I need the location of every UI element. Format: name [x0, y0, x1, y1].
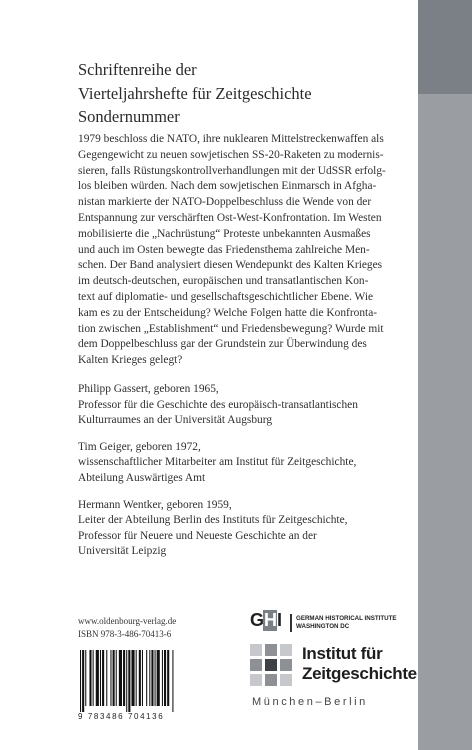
blurb-line: 1979 beschloss die NATO, ihre nuklearen Mittelstreckenwaffen als: [78, 133, 384, 145]
ifz-square: [265, 674, 277, 686]
blurb-line: text auf diplomatie- und gesellschaftsgeschichtlicher Ebene. Wie: [78, 290, 374, 303]
barcode-bar: [102, 650, 104, 706]
author-line: Abteilung Auswärtiges Amt: [78, 471, 206, 484]
barcode-bar: [128, 650, 130, 712]
barcode-bar: [89, 650, 91, 706]
blurb-line: und auch im Osten bewegte das Friedensthema zahlreiche Men-: [78, 243, 370, 256]
barcode-bar: [85, 650, 86, 706]
ifz-square: [250, 644, 262, 656]
ifz-square: [265, 659, 277, 671]
author-line: Hermann Wentker, geboren 1959,: [78, 498, 232, 511]
barcode-bar: [131, 650, 134, 706]
barcode-bar: [123, 650, 125, 706]
barcode-bar: [139, 650, 141, 706]
barcode-bar: [151, 650, 153, 706]
author-bio-gassert: [78, 382, 414, 429]
barcode-bar: [136, 650, 137, 706]
blurb-line: los bleiben würden. Nach dem sowjetischen Einmarsch in Afgha-: [78, 180, 377, 193]
author-line: wissenschaftlicher Mitarbeiter am Institut für Zeitgeschichte,: [78, 456, 357, 469]
ghi-location: WASHINGTON DC: [296, 623, 350, 630]
ifz-square: [250, 674, 262, 686]
barcode-bar: [93, 650, 94, 706]
blurb-line: sieren, falls Rüstungskontrollverhandlungen mit der UdSSR erfolg-: [78, 164, 386, 177]
series-title-line: Sondernummer: [78, 107, 180, 126]
barcode-bar: [149, 650, 150, 706]
ifz-name-line: Institut für: [302, 644, 383, 663]
series-title-line: Vierteljahrshefte für Zeitgeschichte: [78, 83, 312, 103]
ifz-city: München–Berlin: [252, 696, 368, 708]
author-line: Tim Geiger, geboren 1972,: [78, 440, 201, 453]
ghi-name: GERMAN HISTORICAL INSTITUTE: [296, 615, 397, 622]
barcode-bar: [162, 650, 163, 706]
ifz-name: [302, 644, 417, 684]
blurb-line: Kalten Krieges gelegt?: [78, 354, 183, 367]
author-line: Professor für die Geschichte des europäisch-transatlantischen: [78, 398, 358, 411]
author-line: Philipp Gassert, geboren 1965,: [78, 383, 219, 395]
barcode-bar: [82, 650, 84, 712]
blurb-line: schen. Der Band analysiert diesen Wendepunkt des Kalten Krieges: [78, 259, 383, 272]
publisher-website: www.oldenbourg-verlag.de: [78, 616, 177, 626]
blurb-line: tion zwischen „Establishment“ und Friedensbewegung? Wurde mit: [78, 322, 384, 335]
ifz-square: [280, 644, 292, 656]
barcode-bar: [100, 650, 101, 706]
ghi-logo-mark: GHI: [250, 610, 282, 630]
ifz-logo: [250, 644, 420, 724]
ifz-squares-icon: [250, 644, 294, 688]
ghi-divider: [290, 614, 292, 632]
author-bio-wentker: [78, 498, 414, 560]
barcode-bar: [113, 650, 115, 706]
ifz-name-line: Zeitgeschichte: [302, 664, 417, 683]
spine-color-band: [418, 0, 472, 750]
ifz-square: [250, 659, 262, 671]
barcode-bar: [126, 650, 127, 712]
author-line: Kulturraumes an der Universität Augsburg: [78, 414, 273, 427]
author-line: Universität Leipzig: [78, 545, 167, 558]
barcode-bar: [167, 650, 169, 706]
barcode-bar: [106, 650, 107, 706]
barcode-bar: [157, 650, 160, 706]
barcode-bar: [116, 650, 117, 706]
barcode-bar: [164, 650, 166, 706]
series-title: [78, 58, 408, 129]
barcode-bar: [96, 650, 99, 706]
blurb-line: Gegengewicht zu neuen sowjetischen SS-20-Raketen zu modernis-: [78, 148, 384, 161]
ghi-logo-text: [296, 615, 397, 631]
author-line: Professor für Neuere und Neueste Geschichte an der: [78, 529, 317, 542]
barcode-bar: [119, 650, 122, 706]
blurb-line: dem Doppelbeschluss gar der Grundstein zur Überwindung des: [78, 338, 367, 351]
series-title-line: Schriftenreihe der: [78, 60, 197, 79]
ifz-square: [280, 674, 292, 686]
blurb-line: Entspannung zur verschärften Ost-West-Konfrontation. Im Westen: [78, 211, 382, 224]
barcode-bar: [80, 650, 81, 712]
barcode-bar: [172, 650, 173, 712]
isbn-text: ISBN 978-3-486-70413-6: [78, 629, 172, 639]
ifz-square: [280, 659, 292, 671]
author-bios: [78, 382, 414, 571]
blurb-line: kam es zu der Entscheidung? Welche Folgen hatte die Konfronta-: [78, 306, 378, 319]
publisher-info: [78, 615, 176, 641]
blurb-line: mobilisierte die „Nachrüstung“ Proteste unbekannten Ausmaßes: [78, 227, 371, 240]
isbn-barcode: [78, 650, 208, 712]
blurb-line: im deutsch-deutschen, europäischen und transatlantischen Kon-: [78, 275, 369, 288]
ghi-logo: [250, 610, 420, 638]
barcode-bar: [155, 650, 156, 706]
ifz-square: [265, 644, 277, 656]
barcode-bar: [110, 650, 111, 706]
blurb-line: nistan markierte der NATO-Doppelbeschluss die Wende von der: [78, 196, 372, 209]
book-blurb: [78, 132, 414, 369]
author-line: Leiter der Abteilung Berlin des Instituts für Zeitgeschichte,: [78, 514, 348, 527]
author-bio-geiger: [78, 440, 414, 487]
spine-band-top: [418, 0, 472, 94]
barcode-digits: 9 783486 704136: [78, 712, 165, 721]
barcode-bar: [146, 650, 147, 706]
barcode-bar: [142, 650, 143, 706]
